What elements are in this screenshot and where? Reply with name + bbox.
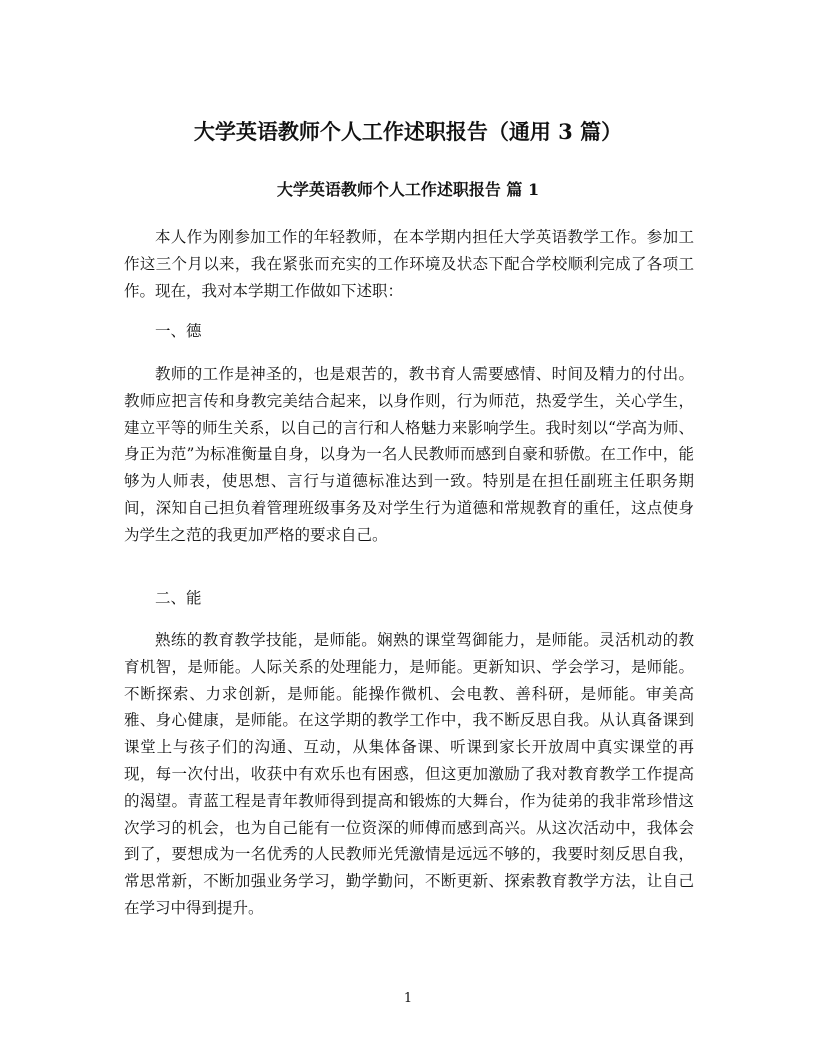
- heading-ability: 二、能: [155, 589, 202, 607]
- section-title: 大学英语教师个人工作述职报告 篇 1: [276, 180, 540, 199]
- document-title: 大学英语教师个人工作述职报告（通用 3 篇）: [193, 119, 623, 144]
- ability-paragraph: 熟练的教育教学技能，是师能。娴熟的课堂驾御能力，是师能。灵活机动的教育机智，是师能。人际关系的处理能力，是师能。更新知识、学会学习，是师能。不断探索、力求创新，是师能。能操作微机、会电教、善科研，是师能。审美高雅、身心健康，是师能。在这学期的教学工作中，我不断反思自我。从认真备课到课堂上与孩子们的沟通、互动，从集体备课、听课到家长开放周中真实课堂的再现，每一次付出，收获中有欢乐也有困惑，但这更加激励了我对教育教学工作提高的渴望。青蓝工程是青年教师得到提高和锻炼的大舞台，作为徒弟的我非常珍惜这次学习的机会，也为自己能有一位资深的师傅而感到高兴。从这次活动中，我体会到了，要想成为一名优秀的人民教师光凭激情是远远不够的，我要时刻反思自我，常思常新，不断加强业务学习，勤学勤问，不断更新、探索教育教学方法，让自己在学习中得到提升。: [124, 631, 694, 917]
- intro-paragraph: 本人作为刚参加工作的年轻教师，在本学期内担任大学英语教学工作。参加工作这三个月以来，我在紧张而充实的工作环境及状态下配合学校顺利完成了各项工作。现在，我对本学期工作做如下述职：: [124, 228, 694, 300]
- page-number: 1: [403, 991, 413, 1006]
- heading-morality: 一、德: [155, 322, 202, 340]
- morality-paragraph: 教师的工作是神圣的，也是艰苦的，教书育人需要感情、时间及精力的付出。教师应把言传和身教完美结合起来，以身作则，行为师范，热爱学生，关心学生，建立平等的师生关系，以自己的言行和人格魅力来影响学生。我时刻以“学高为师、身正为范”为标准衡量自身，以身为一名人民教师而感到自豪和骄傲。在工作中，能够为人师表，使思想、言行与道德标准达到一致。特别是在担任副班主任职务期间，深知自己担负着管理班级事务及对学生行为道德和常规教育的重任，这点使身为学生之范的我更加严格的要求自己。: [124, 365, 694, 544]
